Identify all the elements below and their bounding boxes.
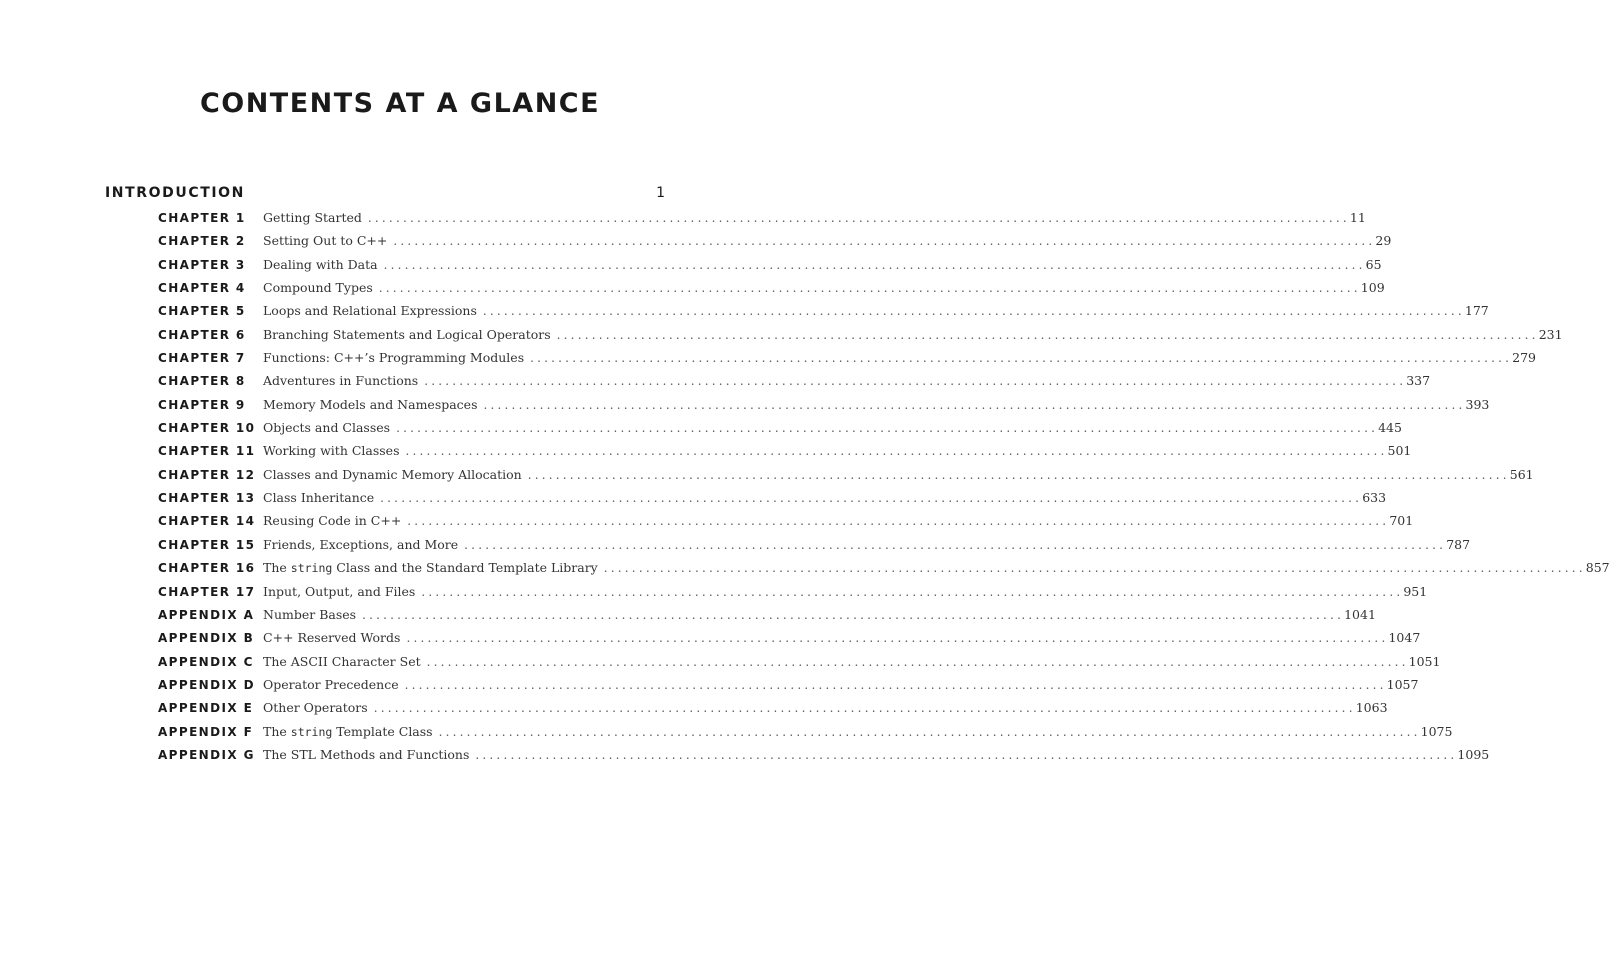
dot-leader: ............................................................................................................................................	[404, 677, 1387, 692]
dot-leader: ............................................................................................................................................	[482, 304, 1465, 319]
toc-row[interactable]	[158, 630, 1421, 653]
dot-leader: ............................................................................................................................................	[362, 607, 1345, 622]
dot-leader: ............................................................................................................................................	[393, 234, 1376, 249]
introduction-label: INTRODUCTION	[105, 185, 245, 201]
toc-entry-title	[263, 724, 439, 739]
toc-entry-page-number: 231	[1538, 326, 1563, 342]
dot-leader: ............................................................................................................................................	[603, 561, 1586, 576]
toc-entry-label: CHAPTER 7	[158, 351, 246, 366]
toc-entry-page-number: 29	[1375, 233, 1392, 249]
toc-entry-title: Loops and Relational Expressions	[263, 303, 477, 319]
toc-entry-page-number: 633	[1362, 490, 1387, 506]
toc-entry-page-number: 951	[1403, 583, 1428, 599]
toc-row[interactable]	[158, 280, 1385, 303]
toc-entry-label: APPENDIX C	[158, 654, 254, 669]
dot-leader: ............................................................................................................................................	[406, 631, 1389, 646]
toc-entry-page-number: 1047	[1388, 630, 1421, 646]
toc-row[interactable]	[158, 326, 1563, 350]
title-prefix: The	[263, 560, 291, 576]
toc-entry-title: Adventures in Functions	[263, 373, 419, 389]
dot-leader: ............................................................................................................................................	[378, 281, 1361, 296]
toc-entry-page-number: 1063	[1355, 700, 1388, 716]
toc-entry-label: CHAPTER 5	[158, 304, 246, 319]
toc-entry-label: APPENDIX A	[158, 607, 255, 622]
toc-entry-label: CHAPTER 6	[158, 327, 246, 342]
page-title: CONTENTS AT A GLANCE	[199, 88, 601, 119]
toc-row[interactable]	[158, 350, 1536, 373]
toc-entry-title: Compound Types	[263, 280, 373, 296]
toc-entry-title: Number Bases	[263, 606, 357, 622]
toc-entry-title: Memory Models and Namespaces	[263, 396, 478, 412]
title-prefix: The	[263, 723, 291, 739]
toc-entry-label: CHAPTER 8	[158, 374, 246, 389]
introduction-page-number: 1	[656, 185, 665, 201]
toc-entry-title: The ASCII Character Set	[263, 653, 421, 669]
toc-entry-page-number: 177	[1464, 303, 1489, 319]
toc-entry-title: Objects and Classes	[263, 420, 391, 436]
toc-entry-title: Other Operators	[263, 700, 368, 716]
toc-entry-label: CHAPTER 13	[158, 491, 256, 506]
toc-row[interactable]	[158, 303, 1489, 326]
toc-entry-title: Working with Classes	[263, 443, 400, 459]
toc-entry-title: Functions: C++’s Programming Modules	[263, 350, 525, 366]
toc-entry-title: The STL Methods and Functions	[263, 746, 470, 762]
toc-entry-title: Friends, Exceptions, and More	[263, 536, 459, 552]
dot-leader: ............................................................................................................................................	[380, 491, 1363, 506]
toc-row[interactable]	[158, 466, 1534, 490]
toc-row[interactable]	[158, 490, 1387, 513]
toc-entry-label: CHAPTER 2	[158, 234, 246, 249]
dot-leader: ............................................................................................................................................	[426, 654, 1409, 669]
dot-leader: ............................................................................................................................................	[405, 444, 1388, 459]
dot-leader: ............................................................................................................................................	[438, 724, 1421, 739]
toc-entry-page-number: 1051	[1408, 653, 1441, 669]
toc-entry-label: CHAPTER 16	[158, 561, 256, 576]
dot-leader: ............................................................................................................................................	[483, 397, 1466, 412]
dot-leader: ............................................................................................................................................	[527, 467, 1510, 482]
toc-entry-title: Classes and Dynamic Memory Allocation	[263, 466, 522, 482]
dot-leader: ............................................................................................................................................	[424, 374, 1407, 389]
toc-entry-label: APPENDIX D	[158, 677, 255, 692]
dot-leader: ............................................................................................................................................	[530, 351, 1513, 366]
toc-row[interactable]	[158, 420, 1402, 443]
dot-leader: ............................................................................................................................................	[367, 211, 1350, 225]
toc-entry-label: CHAPTER 15	[158, 537, 256, 552]
toc-row[interactable]	[158, 653, 1441, 677]
toc-entry-label: CHAPTER 9	[158, 397, 246, 412]
toc-entry-page-number: 501	[1387, 443, 1412, 459]
toc-row[interactable]	[158, 723, 1453, 747]
toc-entry-label: CHAPTER 4	[158, 281, 246, 296]
toc-list	[158, 210, 1610, 770]
toc-entry-page-number: 1095	[1457, 746, 1490, 762]
toc-entry-page-number: 445	[1378, 420, 1402, 436]
toc-row[interactable]	[158, 443, 1412, 466]
toc-row[interactable]	[158, 746, 1490, 770]
title-code-term: string	[290, 724, 333, 739]
toc-row[interactable]	[158, 560, 1610, 583]
toc-entry-page-number: 1057	[1386, 676, 1419, 692]
toc-entry-title: Reusing Code in C++	[263, 513, 402, 529]
toc-entry-page-number: 11	[1349, 210, 1366, 225]
toc-entry-label: CHAPTER 1	[158, 211, 246, 225]
toc-row[interactable]	[158, 373, 1431, 396]
dot-leader: ............................................................................................................................................	[421, 584, 1404, 599]
toc-entry-label: CHAPTER 11	[158, 444, 256, 459]
toc-row[interactable]	[158, 256, 1382, 280]
toc-entry-title: Branching Statements and Logical Operators	[263, 326, 551, 342]
toc-entry-label: CHAPTER 10	[158, 421, 256, 436]
toc-entry-page-number: 393	[1465, 396, 1490, 412]
toc-entry-label: APPENDIX F	[158, 724, 254, 739]
toc-entry-label: CHAPTER 3	[158, 257, 246, 272]
toc-entry-label: APPENDIX E	[158, 701, 254, 716]
title-code-term: string	[290, 561, 333, 576]
toc-entry-title	[263, 560, 604, 575]
toc-row[interactable]	[158, 536, 1471, 560]
toc-entry-title: Dealing with Data	[263, 256, 378, 272]
toc-entry-page-number: 787	[1446, 536, 1471, 552]
dot-leader: ............................................................................................................................................	[464, 537, 1447, 552]
toc-entry-label: APPENDIX G	[158, 747, 255, 762]
toc-row[interactable]	[158, 210, 1366, 233]
toc-row[interactable]	[158, 513, 1414, 536]
toc-entry-title: Operator Precedence	[263, 676, 399, 692]
toc-entry-page-number: 109	[1360, 280, 1385, 296]
toc-row[interactable]	[158, 606, 1376, 630]
toc-entry-page-number: 1075	[1420, 723, 1453, 739]
toc-entry-page-number: 1041	[1344, 606, 1376, 622]
toc-entry-page-number: 65	[1365, 256, 1382, 272]
toc-entry-title: Class Inheritance	[263, 490, 375, 506]
toc-entry-page-number: 701	[1389, 513, 1414, 529]
toc-entry-label: CHAPTER 14	[158, 514, 256, 529]
dot-leader: ............................................................................................................................................	[556, 327, 1539, 342]
dot-leader: ............................................................................................................................................	[383, 257, 1366, 272]
toc-entry-label: CHAPTER 12	[158, 467, 256, 482]
toc-entry-title: Input, Output, and Files	[263, 583, 416, 599]
title-suffix: Template Class	[332, 723, 433, 739]
dot-leader: ............................................................................................................................................	[373, 701, 1356, 716]
toc-introduction-row[interactable]	[105, 184, 665, 206]
title-suffix: Class and the Standard Template Library	[332, 560, 598, 576]
toc-row[interactable]	[158, 700, 1388, 723]
toc-entry-title: Getting Started	[263, 210, 362, 225]
toc-entry-title: C++ Reserved Words	[263, 630, 401, 646]
toc-entry-page-number: 279	[1512, 350, 1536, 366]
toc-entry-page-number: 337	[1406, 373, 1431, 389]
dot-leader: ............................................................................................................................................	[396, 421, 1379, 436]
toc-entry-title: Setting Out to C++	[263, 233, 388, 249]
dot-leader: ............................................................................................................................................	[475, 747, 1458, 762]
toc-entry-label: APPENDIX B	[158, 631, 255, 646]
dot-leader: ............................................................................................................................................	[407, 514, 1390, 529]
toc-row[interactable]	[158, 396, 1490, 420]
toc-entry-label: CHAPTER 17	[158, 584, 256, 599]
toc-entry-page-number: 561	[1509, 466, 1534, 482]
toc-row[interactable]	[158, 233, 1392, 256]
toc-row[interactable]	[158, 583, 1428, 607]
toc-row[interactable]	[158, 676, 1419, 700]
toc-entry-page-number: 857	[1585, 560, 1610, 576]
